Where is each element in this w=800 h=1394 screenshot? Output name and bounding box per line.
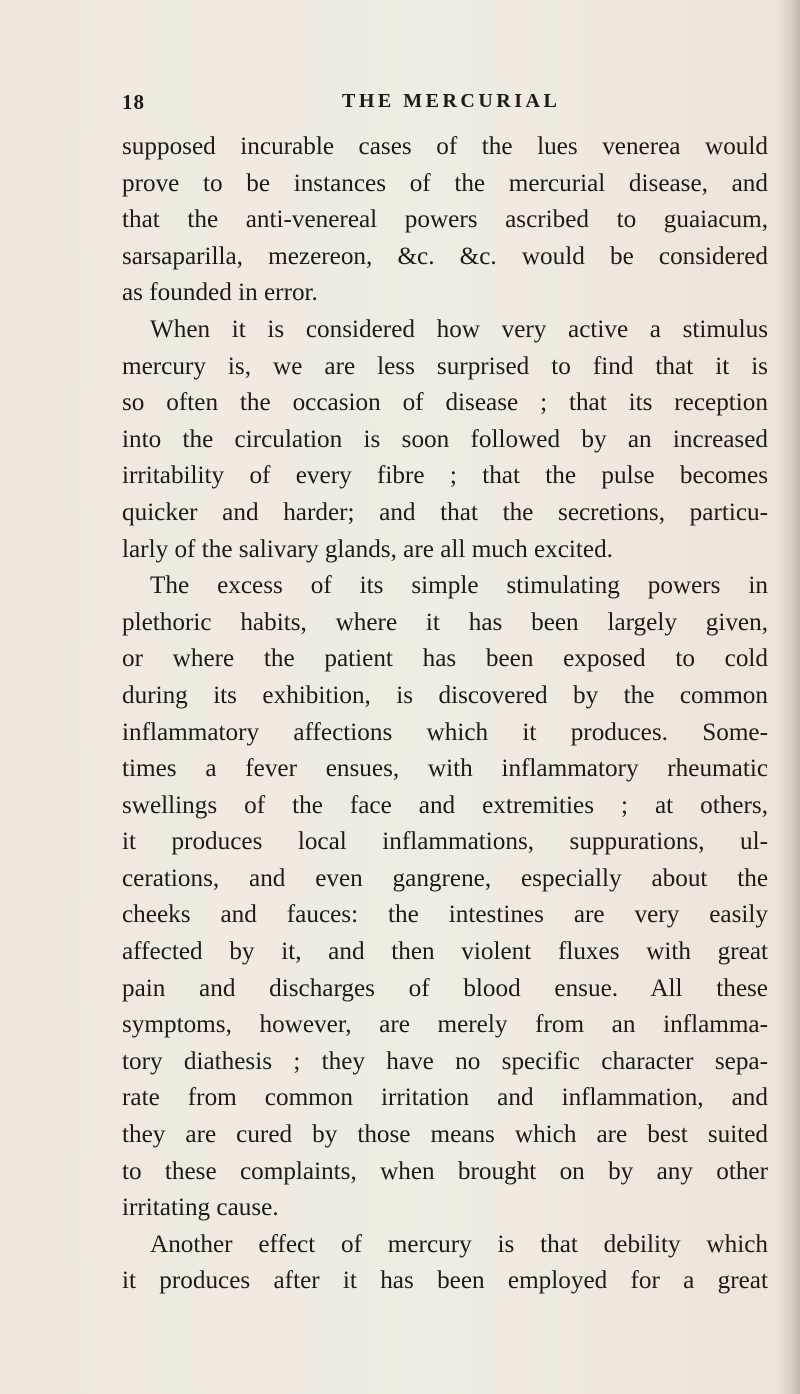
text-line: irritability of every fibre ; that the pulse becomes — [122, 462, 768, 490]
text-line: larly of the salivary glands, are all much excited. — [122, 535, 613, 563]
text-line: times a fever ensues, with inflammatory rheumatic — [122, 755, 768, 783]
text-line: When it is considered how very active a stimulus — [150, 315, 768, 343]
text-line: Another effect of mercury is that debility which — [150, 1230, 768, 1258]
page-header — [122, 90, 762, 120]
text-line: swellings of the face and extremities ; at others, — [122, 791, 768, 819]
page-edge-shadow — [778, 0, 800, 1394]
text-line: The excess of its simple stimulating powers in — [150, 572, 768, 600]
text-line: as founded in error. — [122, 279, 318, 307]
text-line: mercury is, we are less surprised to find that it is — [122, 352, 768, 380]
text-line: cerations, and even gangrene, especially about the — [122, 864, 768, 892]
text-line: or where the patient has been exposed to cold — [122, 645, 768, 673]
text-line: so often the occasion of disease ; that its reception — [122, 389, 768, 417]
text-line: it produces local inflammations, suppurations, ul- — [122, 828, 768, 856]
text-line: tory diathesis ; they have no specific character sepa- — [122, 1047, 768, 1075]
text-line: prove to be instances of the mercurial disease, and — [122, 169, 768, 197]
text-line: plethoric habits, where it has been largely given, — [122, 608, 768, 636]
text-line: that the anti-venereal powers ascribed to guaiacum, — [122, 206, 768, 234]
text-line: pain and discharges of blood ensue. All these — [122, 974, 768, 1002]
text-line: supposed incurable cases of the lues venerea would — [122, 133, 768, 160]
text-line: to these complaints, when brought on by any other — [122, 1157, 768, 1185]
text-line: cheeks and fauces: the intestines are very easily — [122, 901, 768, 929]
text-line: during its exhibition, is discovered by the common — [122, 681, 768, 709]
text-line: quicker and harder; and that the secretions, particu- — [122, 498, 768, 526]
text-line: inflammatory affections which it produces. Some- — [122, 718, 768, 746]
text-line: symptoms, however, are merely from an inflamma- — [122, 1011, 768, 1039]
text-line: rate from common irritation and inflammation, and — [122, 1084, 768, 1112]
page-number: 18 — [122, 90, 145, 114]
running-head: THE MERCURIAL — [342, 90, 561, 112]
text-line: irritating cause. — [122, 1194, 279, 1222]
text-line: they are cured by those means which are best suited — [122, 1121, 768, 1149]
text-line: sarsaparilla, mezereon, &c. &c. would be considered — [122, 242, 768, 270]
body-text — [122, 129, 768, 1300]
text-line: affected by it, and then violent fluxes with great — [122, 938, 768, 966]
text-line: into the circulation is soon followed by an increased — [122, 425, 768, 453]
text-line: it produces after it has been employed for a great — [122, 1267, 768, 1295]
